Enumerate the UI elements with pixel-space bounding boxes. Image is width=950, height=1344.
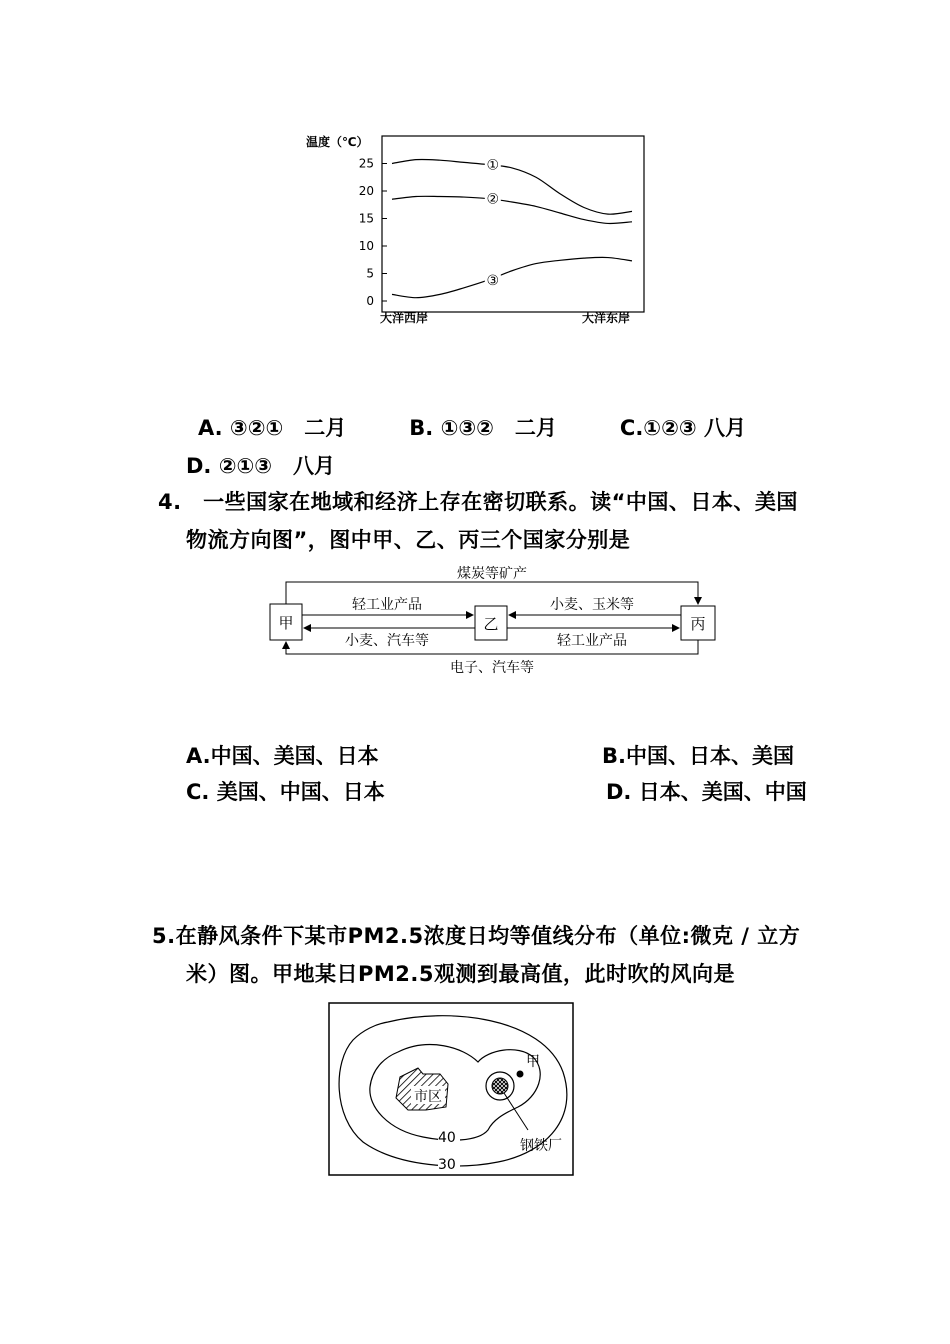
q4-stem-line2: 物流方向图”，图中甲、乙、丙三个国家分别是 — [186, 528, 631, 552]
y-tick-label: 15 — [358, 211, 374, 226]
isoline-30-label: 30 — [438, 1157, 456, 1173]
point-jia-label: 甲 — [526, 1054, 540, 1070]
series-line-1 — [392, 159, 632, 214]
factory-icon — [492, 1078, 508, 1094]
label-bing-yi: 小麦、玉米等 — [550, 597, 634, 613]
q5-stem-line2: 米）图。甲地某日PM2.5观测到最高值，此时吹的风向是 — [186, 962, 735, 986]
label-top: 煤炭等矿产 — [457, 566, 527, 582]
q3-options-line1: A. ③②① 二月 B. ①③② 二月 C.①②③ 八月 — [198, 416, 746, 440]
label-bottom: 电子、汽车等 — [450, 660, 534, 676]
city-label: 市区 — [414, 1089, 442, 1105]
x-label-west: 大洋西岸 — [380, 311, 429, 325]
temperature-chart — [290, 125, 660, 330]
q4-option-a: A.中国、美国、日本 — [186, 744, 379, 768]
q4-option-b: B.中国、日本、美国 — [602, 744, 794, 768]
series-line-2 — [392, 196, 632, 223]
y-tick-label: 0 — [366, 294, 374, 308]
label-yi-bing: 轻工业产品 — [557, 633, 627, 649]
y-tick-label: 10 — [358, 239, 374, 253]
y-axis-label: 温度（℃） — [306, 135, 369, 149]
y-tick-label: 20 — [358, 184, 374, 198]
y-tick-label: 25 — [358, 156, 374, 171]
series-label-2: ② — [486, 191, 500, 208]
q5-stem-line1: 5.在静风条件下某市PM2.5浓度日均等值线分布（单位:微克 / 立方 — [152, 924, 801, 948]
trade-flow-diagram — [262, 562, 722, 680]
series-label-1: ① — [486, 157, 500, 174]
q3-options-line2: D. ②①③ 八月 — [186, 454, 336, 478]
series-labels — [485, 156, 501, 290]
arrow-top — [286, 582, 698, 604]
node-jia: 甲 — [278, 614, 294, 632]
factory-label: 钢铁厂 — [520, 1138, 562, 1154]
x-label-east: 大洋东岸 — [582, 311, 631, 325]
q4-option-d: D. 日本、美国、中国 — [606, 780, 807, 804]
pm25-isoline-map — [328, 1002, 576, 1178]
node-yi: 乙 — [483, 615, 499, 633]
q4-stem-line1: 4. 一些国家在地域和经济上存在密切联系。读“中国、日本、美国 — [158, 490, 798, 514]
node-bing: 丙 — [690, 615, 706, 633]
label-jia-yi: 轻工业产品 — [352, 597, 422, 613]
label-yi-jia: 小麦、汽车等 — [345, 633, 429, 649]
y-ticks — [359, 157, 387, 309]
y-tick-label: 5 — [366, 266, 374, 281]
series-lines — [392, 159, 632, 297]
isoline-40-label: 40 — [438, 1130, 456, 1146]
series-label-3: ③ — [486, 273, 500, 290]
series-line-3 — [392, 257, 632, 297]
q4-option-c: C. 美国、中国、日本 — [186, 780, 385, 804]
point-jia-dot — [517, 1071, 524, 1078]
plot-frame — [382, 136, 644, 312]
